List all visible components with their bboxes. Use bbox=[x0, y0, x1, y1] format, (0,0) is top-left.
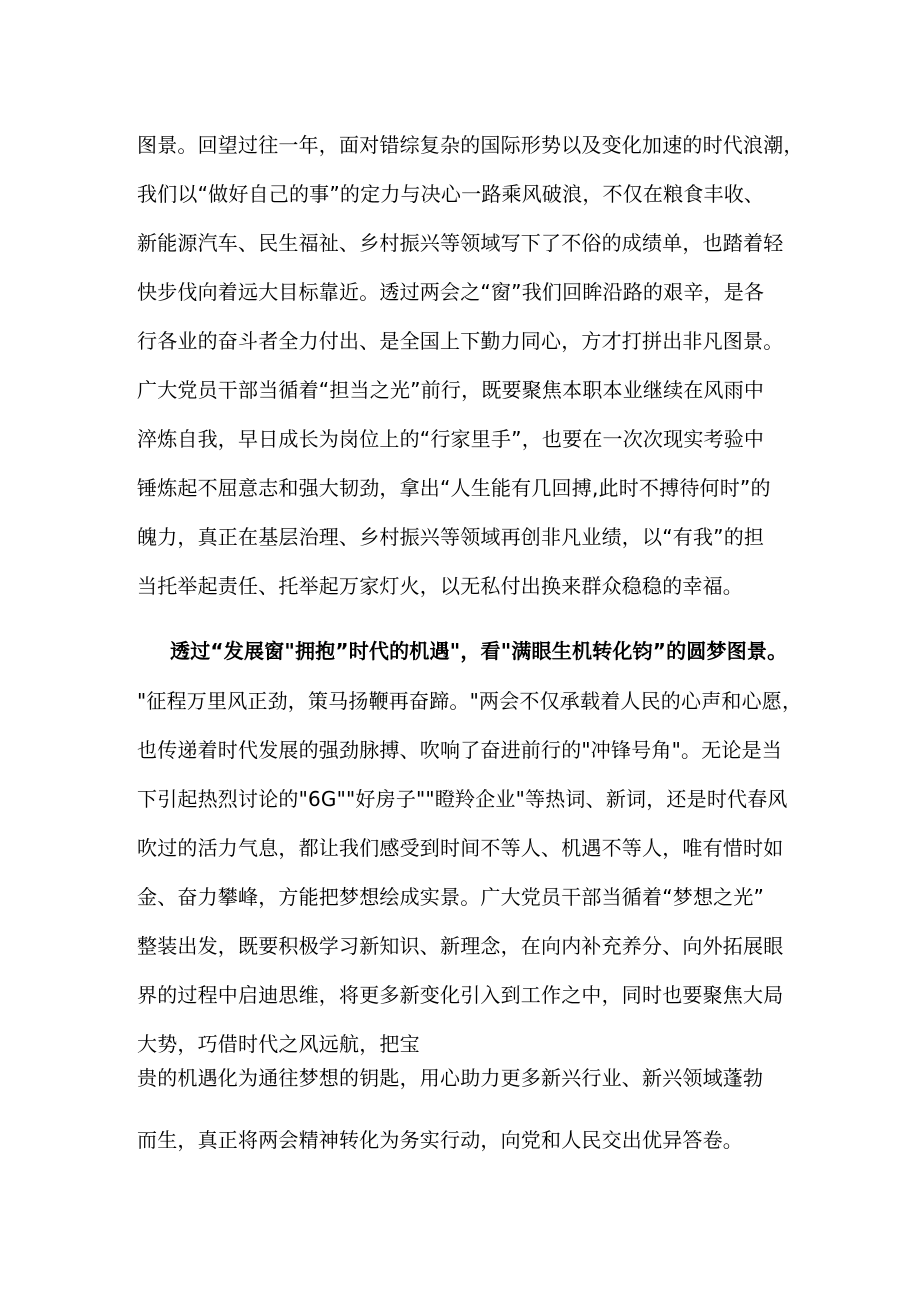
paragraph-1-line-4: 快步伐向着远大目标靠近。透过两会之“窗”我们回眸沿路的艰辛，是各 bbox=[137, 280, 765, 304]
paragraph-2-line-2: 也传递着时代发展的强劲脉搏、吹响了奋进前行的"冲锋号角"。无论是当 bbox=[137, 738, 782, 762]
paragraph-2-line-6: 整装出发，既要积极学习新知识、新理念，在向内补充养分、向外拓展眼 bbox=[137, 934, 784, 958]
paragraph-1-line-1: 图景。回望过往一年，面对错综复杂的国际形势以及变化加速的时代浪潮， bbox=[137, 133, 804, 157]
paragraph-2-line-1: "征程万里风正劲，策马扬鞭再奋蹄。"两会不仅承载着人民的心声和心愿， bbox=[137, 689, 803, 713]
paragraph-1-line-5: 行各业的奋斗者全力付出、是全国上下勤力同心，方才打拼出非凡图景。 bbox=[137, 329, 784, 353]
paragraph-2-line-8: 大势，巧借时代之风远航，把宝 bbox=[137, 1032, 420, 1056]
paragraph-2-line-4: 吹过的活力气息，都让我们感受到时间不等人、机遇不等人，唯有惜时如 bbox=[137, 836, 784, 860]
paragraph-1-line-9: 魄力，真正在基层治理、乡村振兴等领域再创非凡业绩，以“有我”的担 bbox=[137, 525, 765, 549]
paragraph-2-line-10: 而生，真正将两会精神转化为务实行动，向党和人民交出优异答卷。 bbox=[137, 1128, 743, 1152]
paragraph-1-line-7: 淬炼自我，早日成长为岗位上的“行家里手”，也要在一次次现实考验中 bbox=[137, 427, 765, 451]
section-heading: 透过“发展窗"拥抱”时代的机遇"，看"满眼生机转化钧”的圆梦图景。 bbox=[170, 639, 788, 663]
paragraph-2-line-5: 金、奋力攀峰，方能把梦想绘成实景。广大党员干部当循着“梦想之光” bbox=[137, 885, 765, 909]
paragraph-1-line-2: 我们以“做好自己的事”的定力与决心一路乘风破浪，不仅在粮食丰收、 bbox=[137, 182, 765, 206]
paragraph-2-line-9: 贵的机遇化为通往梦想的钥匙，用心助力更多新兴行业、新兴领域蓬勃 bbox=[137, 1066, 764, 1090]
paragraph-1-line-10: 当托举起责任、托举起万家灯火，以无私付出换来群众稳稳的幸福。 bbox=[137, 574, 743, 598]
paragraph-1-line-3: 新能源汽车、民生福祉、乡村振兴等领域写下了不俗的成绩单，也踏着轻 bbox=[137, 231, 784, 255]
paragraph-1-line-8: 锤炼起不屈意志和强大韧劲，拿出“人生能有几回搏,此时不搏待何时”的 bbox=[137, 476, 771, 500]
paragraph-2-line-3: 下引起热烈讨论的"6G""好房子""瞪羚企业"等热词、新词，还是时代春风 bbox=[137, 787, 788, 811]
paragraph-1-line-6: 广大党员干部当循着“担当之光”前行，既要聚焦本职本业继续在风雨中 bbox=[137, 378, 765, 402]
paragraph-2-line-7: 界的过程中启迪思维，将更多新变化引入到工作之中，同时也要聚焦大局 bbox=[137, 983, 784, 1007]
